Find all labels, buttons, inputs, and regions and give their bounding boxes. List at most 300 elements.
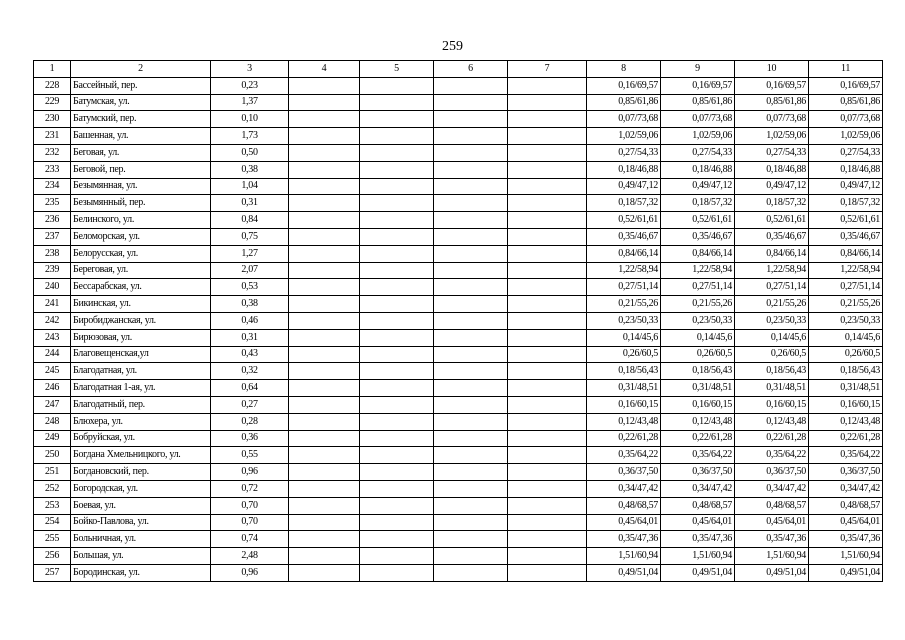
value-cell: 0,14/45,6: [735, 329, 809, 346]
empty-cell: [434, 245, 508, 262]
value-cell: 0,31/48,51: [661, 380, 735, 397]
value-cell: 0,49/47,12: [735, 178, 809, 195]
table-row: [34, 144, 883, 161]
street-name-cell: Биробиджанская, ул.: [71, 312, 211, 329]
empty-cell: [289, 548, 360, 565]
empty-cell: [360, 380, 434, 397]
empty-cell: [360, 346, 434, 363]
length-cell: 2,07: [211, 262, 289, 279]
value-cell: 0,85/61,86: [735, 94, 809, 111]
length-cell: 0,53: [211, 279, 289, 296]
length-cell: 0,31: [211, 329, 289, 346]
row-number-cell: 243: [34, 329, 71, 346]
row-number-cell: 236: [34, 212, 71, 229]
length-cell: 0,72: [211, 480, 289, 497]
length-cell: 0,10: [211, 111, 289, 128]
value-cell: 0,22/61,28: [809, 430, 883, 447]
empty-cell: [434, 363, 508, 380]
value-cell: 0,27/51,14: [587, 279, 661, 296]
empty-cell: [434, 212, 508, 229]
row-number-cell: 238: [34, 245, 71, 262]
length-cell: 0,32: [211, 363, 289, 380]
value-cell: 0,52/61,61: [809, 212, 883, 229]
value-cell: 1,51/60,94: [661, 548, 735, 565]
value-cell: 1,02/59,06: [661, 128, 735, 145]
row-number-cell: 229: [34, 94, 71, 111]
empty-cell: [434, 396, 508, 413]
street-name-cell: Бирюзовая, ул.: [71, 329, 211, 346]
empty-cell: [289, 380, 360, 397]
length-cell: 0,38: [211, 296, 289, 313]
table-row: [34, 228, 883, 245]
value-cell: 0,18/57,32: [735, 195, 809, 212]
value-cell: 1,22/58,94: [735, 262, 809, 279]
table-row: [34, 514, 883, 531]
column-header: 3: [211, 61, 289, 78]
value-cell: 0,27/51,14: [735, 279, 809, 296]
value-cell: 0,07/73,68: [809, 111, 883, 128]
value-cell: 1,02/59,06: [587, 128, 661, 145]
value-cell: 0,35/64,22: [661, 447, 735, 464]
value-cell: 0,16/69,57: [809, 77, 883, 94]
empty-cell: [508, 279, 587, 296]
value-cell: 0,16/69,57: [735, 77, 809, 94]
empty-cell: [434, 413, 508, 430]
length-cell: 0,74: [211, 531, 289, 548]
empty-cell: [360, 296, 434, 313]
empty-cell: [289, 245, 360, 262]
empty-cell: [289, 346, 360, 363]
empty-cell: [360, 413, 434, 430]
value-cell: 0,49/51,04: [809, 564, 883, 581]
value-cell: 0,22/61,28: [587, 430, 661, 447]
value-cell: 0,23/50,33: [809, 312, 883, 329]
value-cell: 0,49/51,04: [587, 564, 661, 581]
street-name-cell: Безымянная, ул.: [71, 178, 211, 195]
empty-cell: [508, 480, 587, 497]
column-header: 4: [289, 61, 360, 78]
empty-cell: [508, 94, 587, 111]
empty-cell: [508, 380, 587, 397]
row-number-cell: 230: [34, 111, 71, 128]
value-cell: 0,26/60,5: [809, 346, 883, 363]
row-number-cell: 239: [34, 262, 71, 279]
street-name-cell: Беговой, пер.: [71, 161, 211, 178]
table-row: [34, 564, 883, 581]
street-name-cell: Благодатная 1-ая, ул.: [71, 380, 211, 397]
column-header: 10: [735, 61, 809, 78]
value-cell: 0,49/47,12: [661, 178, 735, 195]
value-cell: 1,22/58,94: [587, 262, 661, 279]
value-cell: 0,12/43,48: [587, 413, 661, 430]
empty-cell: [508, 548, 587, 565]
table-row: [34, 329, 883, 346]
length-cell: 0,50: [211, 144, 289, 161]
table-row: [34, 296, 883, 313]
table-row: [34, 94, 883, 111]
street-name-cell: Белорусская, ул.: [71, 245, 211, 262]
value-cell: 0,16/60,15: [661, 396, 735, 413]
value-cell: 0,45/64,01: [735, 514, 809, 531]
length-cell: 0,43: [211, 346, 289, 363]
row-number-cell: 228: [34, 77, 71, 94]
empty-cell: [508, 178, 587, 195]
length-cell: 0,70: [211, 497, 289, 514]
empty-cell: [289, 413, 360, 430]
empty-cell: [508, 564, 587, 581]
value-cell: 0,27/54,33: [661, 144, 735, 161]
value-cell: 0,35/47,36: [735, 531, 809, 548]
empty-cell: [360, 312, 434, 329]
length-cell: 1,37: [211, 94, 289, 111]
empty-cell: [434, 497, 508, 514]
length-cell: 2,48: [211, 548, 289, 565]
value-cell: 0,36/37,50: [661, 464, 735, 481]
empty-cell: [360, 94, 434, 111]
table-row: [34, 531, 883, 548]
empty-cell: [360, 548, 434, 565]
value-cell: 0,16/60,15: [809, 396, 883, 413]
empty-cell: [434, 464, 508, 481]
value-cell: 0,21/55,26: [735, 296, 809, 313]
table-row: [34, 111, 883, 128]
value-cell: 0,16/60,15: [587, 396, 661, 413]
row-number-cell: 250: [34, 447, 71, 464]
value-cell: 0,35/47,36: [587, 531, 661, 548]
empty-cell: [289, 128, 360, 145]
street-name-cell: Бассейный, пер.: [71, 77, 211, 94]
street-name-cell: Боевая, ул.: [71, 497, 211, 514]
empty-cell: [289, 195, 360, 212]
empty-cell: [360, 329, 434, 346]
empty-cell: [434, 514, 508, 531]
table-row: [34, 128, 883, 145]
value-cell: 1,02/59,06: [735, 128, 809, 145]
table-row: [34, 195, 883, 212]
empty-cell: [434, 430, 508, 447]
empty-cell: [360, 363, 434, 380]
row-number-cell: 234: [34, 178, 71, 195]
empty-cell: [289, 396, 360, 413]
value-cell: 0,35/46,67: [587, 228, 661, 245]
empty-cell: [508, 212, 587, 229]
value-cell: 0,35/46,67: [661, 228, 735, 245]
value-cell: 0,49/51,04: [661, 564, 735, 581]
empty-cell: [360, 447, 434, 464]
empty-cell: [360, 464, 434, 481]
header-row: [34, 61, 883, 78]
value-cell: 0,31/48,51: [587, 380, 661, 397]
value-cell: 0,27/54,33: [587, 144, 661, 161]
empty-cell: [434, 144, 508, 161]
value-cell: 0,35/64,22: [735, 447, 809, 464]
value-cell: 0,18/46,88: [661, 161, 735, 178]
empty-cell: [360, 128, 434, 145]
table-row: [34, 262, 883, 279]
empty-cell: [360, 497, 434, 514]
empty-cell: [360, 144, 434, 161]
empty-cell: [434, 94, 508, 111]
row-number-cell: 252: [34, 480, 71, 497]
page-number: 259: [442, 39, 463, 54]
street-name-cell: Богдана Хмельницкого, ул.: [71, 447, 211, 464]
street-name-cell: Богородская, ул.: [71, 480, 211, 497]
value-cell: 0,36/37,50: [735, 464, 809, 481]
value-cell: 0,49/51,04: [735, 564, 809, 581]
length-cell: 0,70: [211, 514, 289, 531]
empty-cell: [360, 279, 434, 296]
value-cell: 0,27/51,14: [661, 279, 735, 296]
column-header: 11: [809, 61, 883, 78]
value-cell: 0,84/66,14: [587, 245, 661, 262]
value-cell: 0,49/47,12: [809, 178, 883, 195]
empty-cell: [434, 447, 508, 464]
value-cell: 0,23/50,33: [735, 312, 809, 329]
empty-cell: [289, 279, 360, 296]
value-cell: 0,22/61,28: [661, 430, 735, 447]
value-cell: 0,18/46,88: [809, 161, 883, 178]
value-cell: 0,18/46,88: [587, 161, 661, 178]
value-cell: 0,36/37,50: [587, 464, 661, 481]
value-cell: 0,34/47,42: [809, 480, 883, 497]
value-cell: 0,18/57,32: [661, 195, 735, 212]
empty-cell: [508, 161, 587, 178]
value-cell: 1,51/60,94: [587, 548, 661, 565]
row-number-cell: 257: [34, 564, 71, 581]
empty-cell: [434, 548, 508, 565]
empty-cell: [434, 262, 508, 279]
empty-cell: [508, 396, 587, 413]
table-row: [34, 396, 883, 413]
table-row: [34, 178, 883, 195]
value-cell: 0,85/61,86: [587, 94, 661, 111]
row-number-cell: 232: [34, 144, 71, 161]
value-cell: 0,07/73,68: [661, 111, 735, 128]
length-cell: 1,04: [211, 178, 289, 195]
table-row: [34, 161, 883, 178]
empty-cell: [434, 161, 508, 178]
empty-cell: [289, 363, 360, 380]
street-name-cell: Безымянный, пер.: [71, 195, 211, 212]
value-cell: 0,35/64,22: [587, 447, 661, 464]
street-name-cell: Береговая, ул.: [71, 262, 211, 279]
value-cell: 1,22/58,94: [809, 262, 883, 279]
column-header: 2: [71, 61, 211, 78]
empty-cell: [360, 531, 434, 548]
table-row: [34, 245, 883, 262]
empty-cell: [289, 161, 360, 178]
length-cell: 0,31: [211, 195, 289, 212]
length-cell: 0,36: [211, 430, 289, 447]
value-cell: 0,27/54,33: [809, 144, 883, 161]
empty-cell: [360, 228, 434, 245]
empty-cell: [508, 262, 587, 279]
data-table: [33, 60, 883, 582]
street-name-cell: Богдановский, пер.: [71, 464, 211, 481]
street-name-cell: Беговая, ул.: [71, 144, 211, 161]
empty-cell: [289, 480, 360, 497]
empty-cell: [508, 128, 587, 145]
value-cell: 0,07/73,68: [735, 111, 809, 128]
table-row: [34, 480, 883, 497]
empty-cell: [434, 228, 508, 245]
row-number-cell: 241: [34, 296, 71, 313]
row-number-cell: 233: [34, 161, 71, 178]
row-number-cell: 254: [34, 514, 71, 531]
street-name-cell: Больничная, ул.: [71, 531, 211, 548]
column-header: 6: [434, 61, 508, 78]
empty-cell: [289, 564, 360, 581]
value-cell: 0,31/48,51: [809, 380, 883, 397]
length-cell: 0,23: [211, 77, 289, 94]
street-name-cell: Бойко-Павлова, ул.: [71, 514, 211, 531]
empty-cell: [434, 178, 508, 195]
empty-cell: [360, 564, 434, 581]
value-cell: 1,51/60,94: [735, 548, 809, 565]
street-name-cell: Бессарабская, ул.: [71, 279, 211, 296]
empty-cell: [289, 464, 360, 481]
empty-cell: [508, 77, 587, 94]
row-number-cell: 240: [34, 279, 71, 296]
value-cell: 1,22/58,94: [661, 262, 735, 279]
value-cell: 0,14/45,6: [809, 329, 883, 346]
empty-cell: [508, 195, 587, 212]
length-cell: 0,27: [211, 396, 289, 413]
value-cell: 0,48/68,57: [661, 497, 735, 514]
street-name-cell: Благодатная, ул.: [71, 363, 211, 380]
value-cell: 0,12/43,48: [809, 413, 883, 430]
table-row: [34, 413, 883, 430]
street-name-cell: Белинского, ул.: [71, 212, 211, 229]
table-row: [34, 447, 883, 464]
value-cell: 0,84/66,14: [661, 245, 735, 262]
empty-cell: [289, 329, 360, 346]
value-cell: 0,45/64,01: [587, 514, 661, 531]
empty-cell: [289, 430, 360, 447]
row-number-cell: 249: [34, 430, 71, 447]
empty-cell: [434, 346, 508, 363]
street-name-cell: Бородинская, ул.: [71, 564, 211, 581]
empty-cell: [289, 144, 360, 161]
value-cell: 0,18/57,32: [587, 195, 661, 212]
value-cell: 0,34/47,42: [735, 480, 809, 497]
street-name-cell: Благовещенская,ул: [71, 346, 211, 363]
table-row: [34, 430, 883, 447]
length-cell: 0,96: [211, 464, 289, 481]
row-number-cell: 251: [34, 464, 71, 481]
table-row: [34, 363, 883, 380]
empty-cell: [360, 77, 434, 94]
street-name-cell: Благодатный, пер.: [71, 396, 211, 413]
value-cell: 0,23/50,33: [661, 312, 735, 329]
empty-cell: [360, 111, 434, 128]
empty-cell: [434, 111, 508, 128]
street-name-cell: Башенная, ул.: [71, 128, 211, 145]
value-cell: 0,85/61,86: [809, 94, 883, 111]
row-number-cell: 235: [34, 195, 71, 212]
empty-cell: [360, 480, 434, 497]
value-cell: 0,48/68,57: [809, 497, 883, 514]
empty-cell: [289, 497, 360, 514]
column-header: 9: [661, 61, 735, 78]
empty-cell: [289, 312, 360, 329]
length-cell: 0,75: [211, 228, 289, 245]
value-cell: 0,26/60,5: [587, 346, 661, 363]
value-cell: 0,84/66,14: [809, 245, 883, 262]
empty-cell: [508, 111, 587, 128]
empty-cell: [434, 531, 508, 548]
empty-cell: [508, 363, 587, 380]
empty-cell: [289, 212, 360, 229]
empty-cell: [434, 564, 508, 581]
empty-cell: [289, 447, 360, 464]
street-name-cell: Батумская, ул.: [71, 94, 211, 111]
table-row: [34, 312, 883, 329]
value-cell: 0,45/64,01: [809, 514, 883, 531]
length-cell: 0,38: [211, 161, 289, 178]
value-cell: 0,52/61,61: [735, 212, 809, 229]
empty-cell: [434, 195, 508, 212]
empty-cell: [289, 514, 360, 531]
empty-cell: [508, 144, 587, 161]
row-number-cell: 237: [34, 228, 71, 245]
empty-cell: [289, 77, 360, 94]
empty-cell: [508, 245, 587, 262]
value-cell: 0,22/61,28: [735, 430, 809, 447]
value-cell: 0,35/46,67: [735, 228, 809, 245]
column-header: 8: [587, 61, 661, 78]
value-cell: 0,49/47,12: [587, 178, 661, 195]
value-cell: 0,35/64,22: [809, 447, 883, 464]
value-cell: 0,35/47,36: [809, 531, 883, 548]
empty-cell: [360, 161, 434, 178]
empty-cell: [508, 430, 587, 447]
value-cell: 0,14/45,6: [661, 329, 735, 346]
value-cell: 0,48/68,57: [587, 497, 661, 514]
value-cell: 0,27/54,33: [735, 144, 809, 161]
table-row: [34, 77, 883, 94]
row-number-cell: 242: [34, 312, 71, 329]
street-name-cell: Бикинская, ул.: [71, 296, 211, 313]
length-cell: 0,96: [211, 564, 289, 581]
empty-cell: [508, 497, 587, 514]
empty-cell: [360, 245, 434, 262]
value-cell: 0,27/51,14: [809, 279, 883, 296]
table-row: [34, 464, 883, 481]
empty-cell: [434, 77, 508, 94]
table-row: [34, 279, 883, 296]
empty-cell: [508, 329, 587, 346]
length-cell: 0,64: [211, 380, 289, 397]
empty-cell: [360, 195, 434, 212]
row-number-cell: 245: [34, 363, 71, 380]
value-cell: 0,21/55,26: [661, 296, 735, 313]
table-row: [34, 548, 883, 565]
value-cell: 0,26/60,5: [735, 346, 809, 363]
length-cell: 0,46: [211, 312, 289, 329]
empty-cell: [434, 279, 508, 296]
empty-cell: [508, 413, 587, 430]
table-row: [34, 497, 883, 514]
value-cell: 0,85/61,86: [661, 94, 735, 111]
value-cell: 0,14/45,6: [587, 329, 661, 346]
value-cell: 1,51/60,94: [809, 548, 883, 565]
column-header: 7: [508, 61, 587, 78]
empty-cell: [289, 94, 360, 111]
value-cell: 0,48/68,57: [735, 497, 809, 514]
table-body: [34, 77, 883, 581]
value-cell: 0,21/55,26: [587, 296, 661, 313]
